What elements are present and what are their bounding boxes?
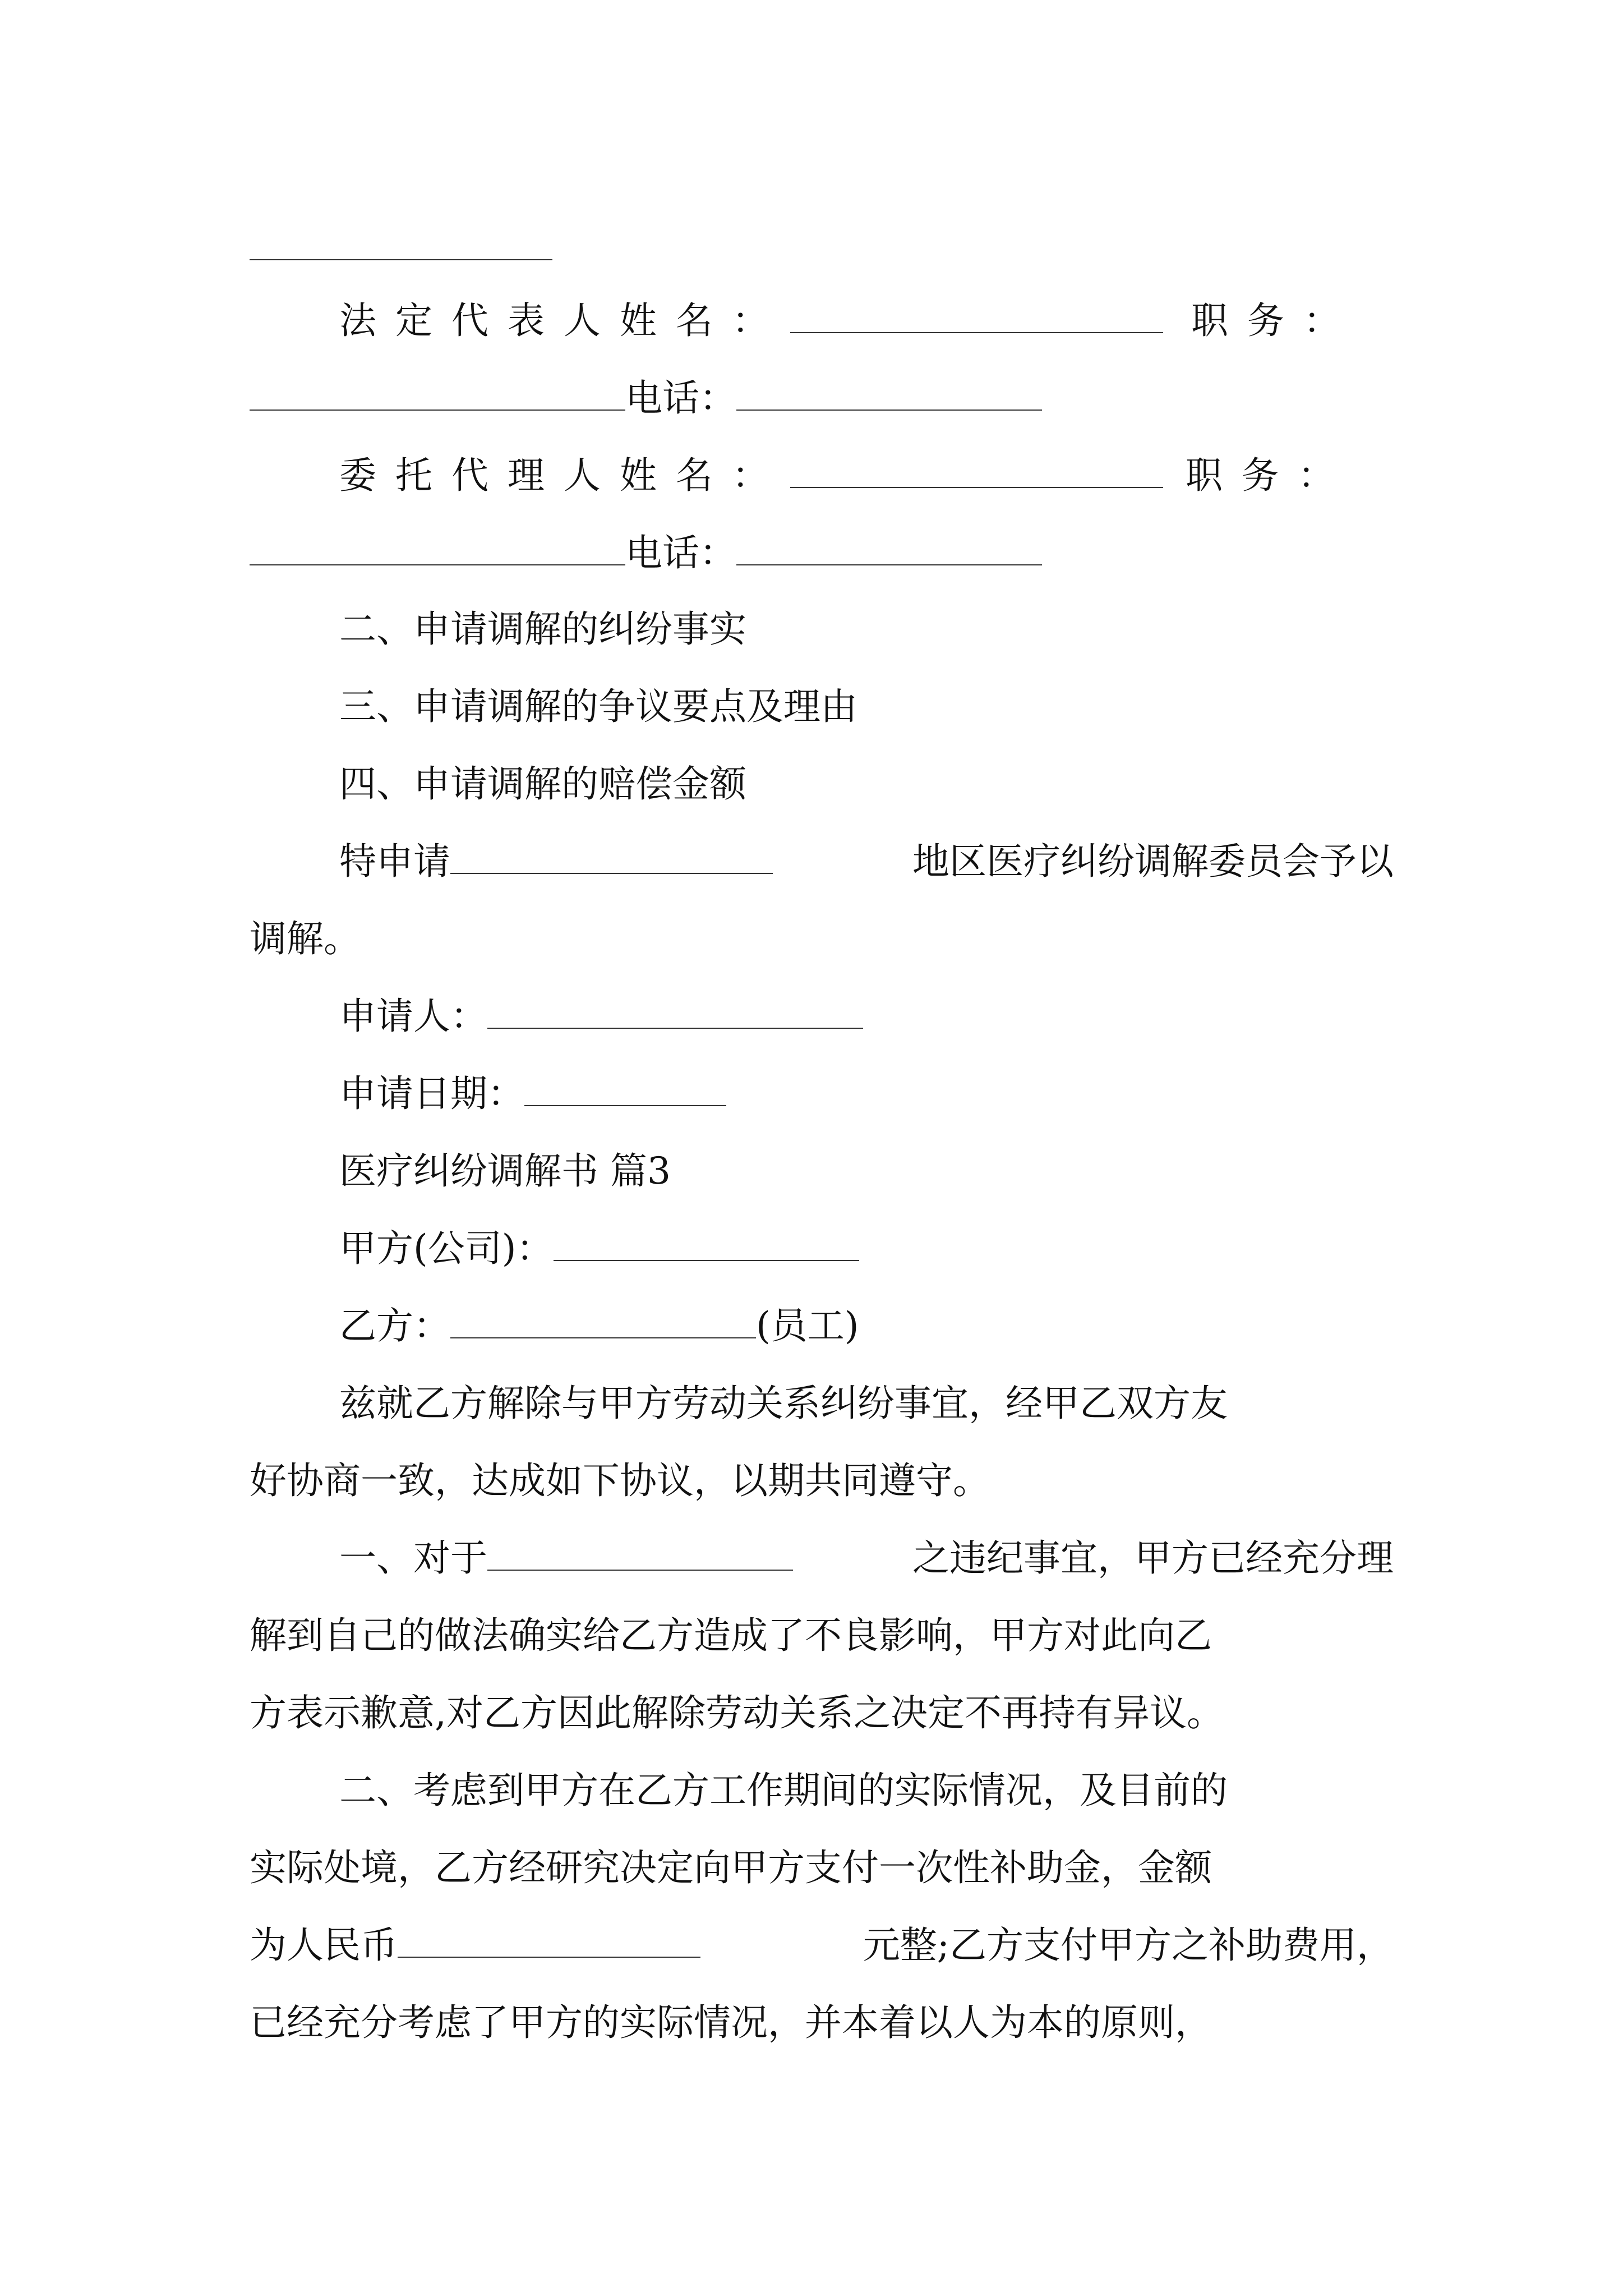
clause1-line-1 <box>339 1536 1394 1581</box>
date-blank[interactable] <box>524 1074 726 1106</box>
continuation-blank-line <box>250 259 552 260</box>
party-b-label: 乙方： <box>339 1304 450 1347</box>
section-4: 四、申请调解的赔偿金额 <box>339 762 746 806</box>
party-b-suffix: (员工) <box>756 1304 859 1347</box>
clause1-suffix: 之违纪事宜，甲方已经充分理 <box>912 1536 1394 1580</box>
applicant-label: 申请人： <box>339 995 487 1038</box>
intro-line-1: 兹就乙方解除与甲方劳动关系纠纷事宜，经甲乙双方友 <box>339 1382 1228 1425</box>
legal-rep-position-blank[interactable] <box>250 378 625 411</box>
legal-rep-phone-line <box>250 376 1394 421</box>
clause1-blank[interactable] <box>487 1538 793 1571</box>
intro-line-2: 好协商一致，达成如下协议，以期共同遵守。 <box>250 1459 990 1502</box>
section-2: 二、申请调解的纠纷事实 <box>339 608 746 651</box>
legal-rep-line <box>339 298 1394 343</box>
agent-position-label: 职务： <box>1186 454 1354 497</box>
clause1-prefix: 一、对于 <box>339 1536 487 1580</box>
agent-name-blank[interactable] <box>790 455 1163 488</box>
clause1-line-3: 方表示歉意,对乙方因此解除劳动关系之决定不再持有异议。 <box>250 1691 1224 1734</box>
agent-phone-label: 电话： <box>625 531 736 574</box>
legal-rep-name-blank[interactable] <box>790 301 1163 333</box>
party-b-line <box>339 1304 1394 1349</box>
legal-rep-name-label: 法定代表人姓名： <box>339 299 788 342</box>
clause2-amount-suffix: 元整;乙方支付甲方之补助费用， <box>863 1924 1394 1967</box>
request-suffix: 地区医疗纠纷调解委员会予以 <box>912 840 1394 883</box>
request-continuation: 调解。 <box>250 917 361 960</box>
applicant-blank[interactable] <box>487 996 863 1029</box>
clause1-line-2: 解到自己的做法确实给乙方造成了不良影响，甲方对此向乙 <box>250 1614 1212 1657</box>
request-line <box>339 839 1394 884</box>
agent-phone-blank[interactable] <box>736 533 1042 565</box>
agent-position-blank[interactable] <box>250 533 625 565</box>
agent-line <box>339 453 1394 498</box>
party-a-blank[interactable] <box>554 1228 859 1261</box>
section-3: 三、申请调解的争议要点及理由 <box>339 685 857 728</box>
party-a-label: 甲方(公司)： <box>339 1227 554 1270</box>
date-label: 申请日期： <box>339 1072 524 1115</box>
clause2-line-2: 实际处境，乙方经研究决定向甲方支付一次性补助金，金额 <box>250 1846 1212 1889</box>
party-b-blank[interactable] <box>450 1306 756 1338</box>
clause2-line-1: 二、考虑到甲方在乙方工作期间的实际情况，及目前的 <box>339 1769 1228 1812</box>
clause2-line-3 <box>250 1923 1394 1968</box>
clause2-amount-prefix: 为人民币 <box>250 1924 398 1967</box>
request-prefix: 特申请 <box>339 840 450 883</box>
party-a-line <box>339 1226 1394 1271</box>
chapter-title: 医疗纠纷调解书 篇3 <box>339 1149 671 1193</box>
amount-blank[interactable] <box>398 1925 700 1958</box>
clause2-line-4: 已经充分考虑了甲方的实际情况，并本着以人为本的原则， <box>250 2001 1212 2044</box>
applicant-line <box>339 994 1394 1039</box>
legal-rep-phone-blank[interactable] <box>736 378 1042 411</box>
agent-phone-line <box>250 531 1394 576</box>
date-line <box>339 1071 1394 1116</box>
legal-rep-position-label: 职务： <box>1191 299 1359 342</box>
region-blank[interactable] <box>450 841 773 874</box>
agent-name-label: 委托代理人姓名： <box>339 454 788 497</box>
legal-rep-phone-label: 电话： <box>625 376 736 420</box>
